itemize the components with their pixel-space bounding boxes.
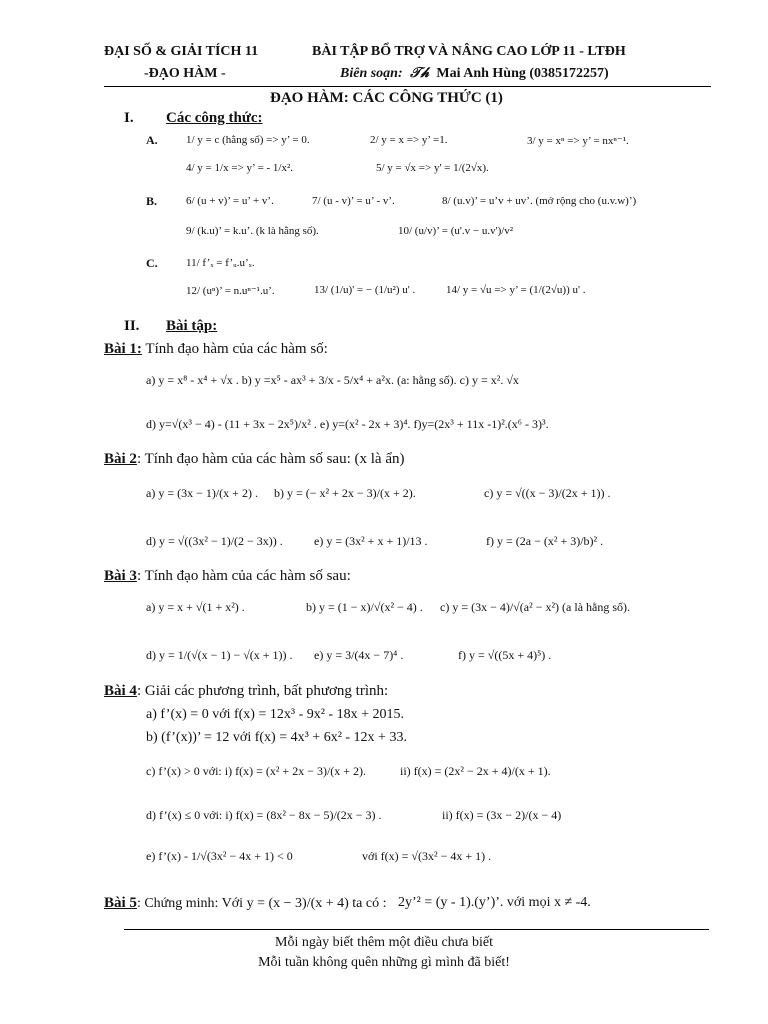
- footer-line-2: Mỗi tuần không quên những gì mình đã biết!: [258, 955, 510, 970]
- exercise-5-title: Bài 5: [104, 895, 137, 911]
- exercise-3-title: Bài 3: [104, 568, 137, 584]
- formula-3: 3/ y = xⁿ => y’ = nxⁿ⁻¹.: [527, 135, 629, 147]
- exercise-1-line-1: a) y = x⁸ - x⁴ + √x . b) y =x⁵ - ax³ + 3/x - 5/x⁴ + a²x. (a: hằng số). c) y = x². √x: [146, 373, 519, 387]
- exercise-2-prompt: : Tính đạo hàm của các hàm số sau: (x là ẩn): [136, 451, 405, 467]
- formula-13: 13/ (1/u)' = − (1/u²) u' .: [314, 284, 416, 296]
- exercise-4-d-i: d) f’(x) ≤ 0 với: i) f(x) = (8x² − 8x − 5)/(2x − 3) .: [146, 808, 382, 822]
- formula-10: 10/ (u/v)’ = (u'.v − u.v')/v²: [398, 225, 514, 237]
- formula-14: 14/ y = √u => y’ = (1/(2√u)) u' .: [446, 284, 586, 296]
- exercise-4-a: a) f’(x) = 0 với f(x) = 12x³ - 9x² - 18x + 2015.: [146, 707, 404, 722]
- exercise-4-title: Bài 4: [104, 683, 137, 699]
- exercise-2-title: Bài 2: [104, 451, 137, 467]
- formula-6: 6/ (u + v)’ = u’ + v’.: [186, 195, 274, 207]
- exercise-2-heading: [104, 451, 404, 468]
- exercise-3-d: d) y = 1/(√(x − 1) − √(x + 1)) .: [146, 648, 293, 662]
- exercise-5-statement: 2y’² = (y - 1).(y’)’. với mọi x ≠ -4.: [398, 895, 591, 910]
- signature-mark: 𝒯𝒽: [410, 66, 429, 81]
- footer-line-1: Mỗi ngày biết thêm một điều chưa biết: [275, 935, 493, 950]
- exercise-4-d-ii: ii) f(x) = (3x − 2)/(x − 4): [442, 808, 562, 822]
- group-a-label: A.: [146, 133, 158, 147]
- exercise-3-c: c) y = (3x − 4)/√(a² − x²) (a là hằng số).: [440, 600, 631, 614]
- formula-5: 5/ y = √x => y' = 1/(2√x).: [376, 162, 489, 174]
- exercise-3-f: f) y = √((5x + 4)⁵) .: [458, 648, 552, 662]
- section-1-title: Các công thức:: [166, 110, 263, 126]
- exercise-1-prompt: Tính đạo hàm của các hàm số:: [141, 341, 328, 357]
- formula-9: 9/ (k.u)’ = k.u’. (k là hằng số).: [186, 225, 319, 237]
- header-subject: ĐẠI SỐ & GIẢI TÍCH 11: [104, 44, 259, 59]
- exercise-2-f: f) y = (2a − (x² + 3)/b)² .: [486, 534, 604, 548]
- author-label: Biên soạn:: [340, 66, 403, 81]
- formula-7: 7/ (u - v)’ = u’ - v’.: [312, 195, 395, 207]
- exercise-2-e: e) y = (3x² + x + 1)/13 .: [314, 534, 428, 548]
- formula-1: 1/ y = c (hằng số) => y’ = 0.: [186, 134, 310, 146]
- exercise-3-prompt: : Tính đạo hàm của các hàm số sau:: [136, 568, 351, 584]
- page-title: ĐẠO HÀM: CÁC CÔNG THỨC (1): [270, 90, 503, 106]
- exercise-3-e: e) y = 3/(4x − 7)⁴ .: [314, 648, 404, 662]
- exercise-4-c-i: c) f’(x) > 0 với: i) f(x) = (x² + 2x − 3)/(x + 2).: [146, 764, 367, 778]
- section-1-number: I.: [124, 110, 134, 126]
- exercise-5-prompt: : Chứng minh: Với y = (x − 3)/(x + 4) ta có :: [136, 896, 387, 911]
- exercise-3-heading: [104, 568, 351, 585]
- formula-4: 4/ y = 1/x => y’ = - 1/x².: [186, 162, 294, 174]
- formula-2: 2/ y = x => y’ =1.: [370, 134, 448, 146]
- author-name: Mai Anh Hùng (0385172257): [436, 66, 609, 81]
- section-2-title: Bài tập:: [166, 318, 218, 334]
- formula-11: 11/ f’ₓ = f’ᵤ.u’ₓ.: [186, 257, 255, 269]
- exercise-1-line-2: d) y=√(x³ − 4) - (11 + 3x − 2x⁵)/x² . e) y=(x² - 2x + 3)⁴. f)y=(2x³ + 11x -1)².(x⁶ - 3)³.: [146, 417, 549, 431]
- exercise-2-a: a) y = (3x − 1)/(x + 2) .: [146, 486, 258, 500]
- exercise-4-e-condition: với f(x) = √(3x² − 4x + 1) .: [362, 849, 492, 863]
- exercise-4-e: e) f’(x) - 1/√(3x² − 4x + 1) < 0: [146, 849, 293, 863]
- formula-12: 12/ (uⁿ)’ = n.uⁿ⁻¹.u’.: [186, 285, 275, 297]
- exercise-1-heading: [104, 341, 328, 358]
- header-topic: -ĐẠO HÀM -: [144, 66, 226, 81]
- group-b-label: B.: [146, 194, 158, 208]
- formula-8: 8/ (u.v)’ = u’v + uv’. (mở rộng cho (u.v.w)’): [442, 195, 637, 207]
- exercise-3-b: b) y = (1 − x)/√(x² − 4) .: [306, 600, 423, 614]
- exercise-4-b: b) (f’(x))’ = 12 với f(x) = 4x³ + 6x² - 12x + 33.: [146, 730, 407, 745]
- header-author: [340, 66, 609, 82]
- exercise-2-d: d) y = √((3x² − 1)/(2 − 3x)) .: [146, 534, 283, 548]
- group-c-label: C.: [146, 256, 158, 270]
- header-course: BÀI TẬP BỔ TRỢ VÀ NÂNG CAO LỚP 11 - LTĐH: [312, 44, 626, 59]
- header-rule: [104, 86, 711, 87]
- exercise-1-title: Bài 1:: [104, 341, 142, 357]
- exercise-4-c-ii: ii) f(x) = (2x² − 2x + 4)/(x + 1).: [400, 764, 551, 778]
- exercise-5-heading: [104, 895, 387, 912]
- footer-rule: [124, 929, 709, 930]
- section-2-number: II.: [124, 318, 140, 334]
- exercise-4-heading: [104, 683, 388, 700]
- exercise-3-a: a) y = x + √(1 + x²) .: [146, 600, 245, 614]
- exercise-2-c: c) y = √((x − 3)/(2x + 1)) .: [484, 486, 611, 500]
- exercise-4-prompt: : Giải các phương trình, bất phương trình:: [136, 683, 389, 699]
- exercise-2-b: b) y = (− x² + 2x − 3)/(x + 2).: [274, 486, 416, 500]
